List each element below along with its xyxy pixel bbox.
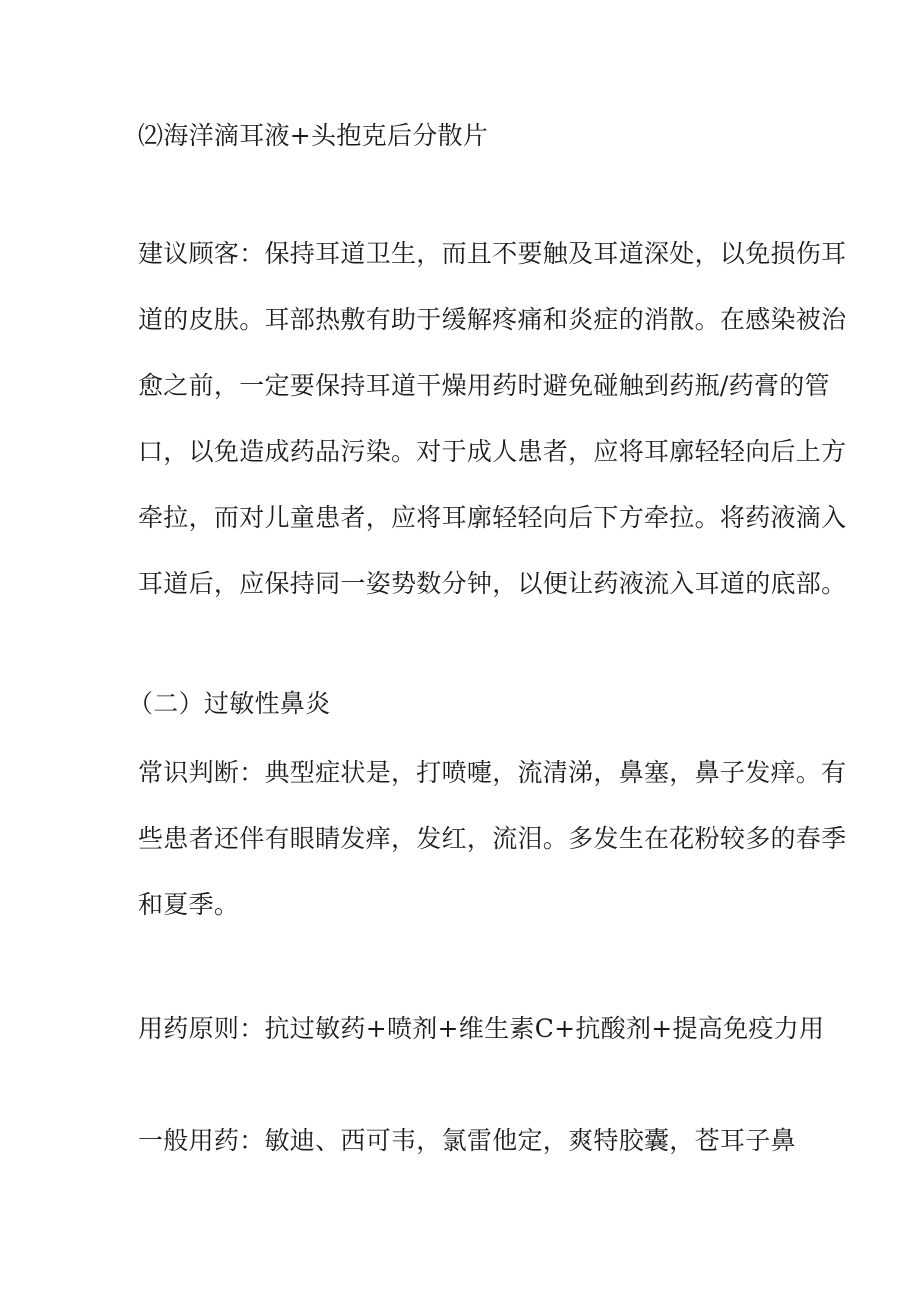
advice-line-3: 愈之前，一定要保持耳道干燥用药时避免碰触到药瓶/药膏的管 [138,371,830,400]
advice-line-1: 建议顾客：保持耳道卫生，而且不要触及耳道深处，以免损伤耳 [138,239,847,268]
advice-line-4: 口，以免造成药品污染。对于成人患者，应将耳廓轻轻向后上方 [138,437,847,466]
section-heading-allergic-rhinitis: （二）过敏性鼻炎 [128,689,331,718]
general-medication: 一般用药：敏迪、西可韦，氯雷他定，爽特胶囊，苍耳子鼻 [138,1126,796,1155]
advice-line-2: 道的皮肤。耳部热敷有助于缓解疼痛和炎症的消散。在感染被治 [138,305,847,334]
advice-line-5: 牵拉，而对儿童患者，应将耳廓轻轻向后下方牵拉。将药液滴入 [138,503,847,532]
medication-principle: 用药原则：抗过敏药+喷剂+维生素C+抗酸剂+提高免疫力用 [138,1014,825,1043]
knowledge-line-2: 些患者还伴有眼睛发痒，发红，流泪。多发生在花粉较多的春季 [138,824,847,853]
item-2-title: ⑵海洋滴耳液+头抱克后分散片 [138,121,489,150]
knowledge-line-3: 和夏季。 [138,890,240,919]
advice-line-6: 耳道后，应保持同一姿势数分钟，以便让药液流入耳道的底部。 [138,569,847,598]
knowledge-line-1: 常识判断：典型症状是，打喷嚏，流清涕，鼻塞，鼻子发痒。有 [138,758,847,787]
